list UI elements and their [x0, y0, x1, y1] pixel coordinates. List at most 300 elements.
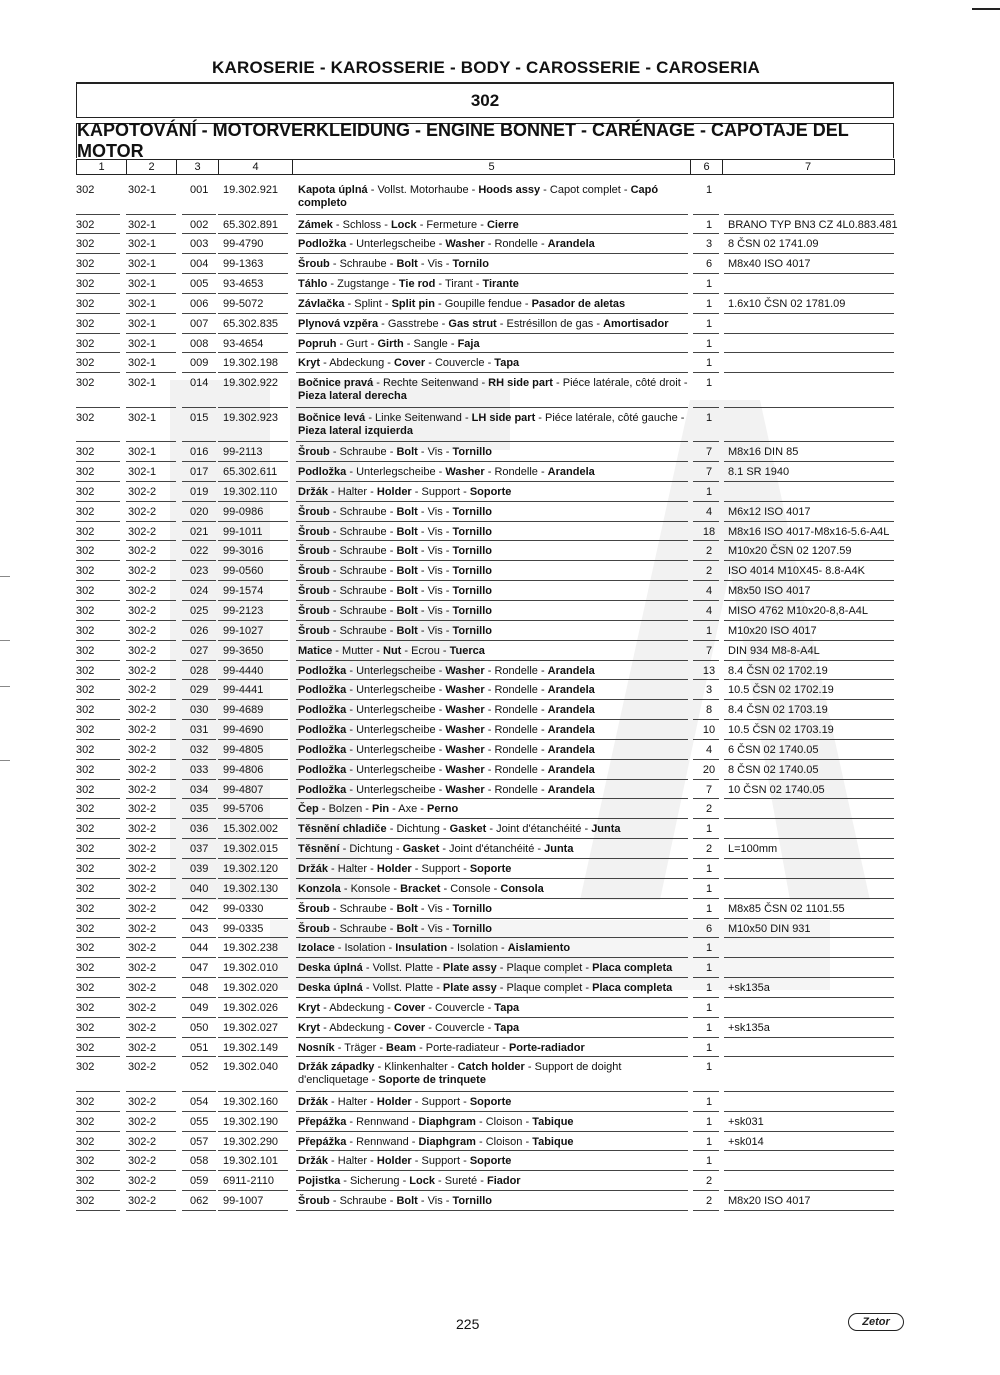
description-de: Schraube — [339, 624, 387, 637]
column-header: 7 — [804, 161, 812, 173]
table-row — [76, 180, 896, 215]
cell-position: 019 — [190, 485, 209, 498]
cell-subgroup: 302-2 — [128, 763, 157, 776]
cell-quantity: 1 — [705, 485, 713, 498]
description-es: Tornillo — [452, 624, 492, 637]
cell-description: Podložka - Unterlegscheibe - Washer - Rondelle - Arandela — [298, 684, 595, 697]
description-en: Washer — [445, 724, 485, 737]
cell-description: Pojistka - Sicherung - Lock - Sureté - Fiador — [298, 1175, 521, 1188]
description-cz: Podložka — [298, 664, 347, 677]
description-fr: Vis — [427, 902, 443, 915]
cell-group: 302 — [76, 545, 95, 558]
description-cz: Matice — [298, 644, 333, 657]
cell-group: 302 — [76, 644, 95, 657]
cell-subgroup: 302-1 — [128, 446, 157, 459]
cell-quantity: 13 — [702, 664, 716, 677]
description-de: Vollst. Platte — [372, 982, 434, 995]
cell-description: Šroub - Schraube - Bolt - Vis - Tornillo — [298, 624, 492, 637]
description-de: Schraube — [339, 902, 387, 915]
description-es: Junta — [544, 843, 574, 856]
table-row — [76, 661, 896, 681]
description-fr: Couvercle — [434, 357, 485, 370]
cell-description: Šroub - Schraube - Bolt - Vis - Tornillo — [298, 525, 492, 538]
cell-position: 014 — [190, 377, 209, 390]
description-cz: Podložka — [298, 763, 347, 776]
description-en: Plate assy — [442, 962, 497, 975]
cell-group: 302 — [76, 862, 95, 875]
page-number: 225 — [456, 1316, 480, 1332]
description-es: Arandela — [547, 664, 595, 677]
cell-group: 302 — [76, 902, 95, 915]
description-cz: Šroub — [298, 446, 330, 459]
description-de: Halter — [337, 1095, 368, 1108]
cell-group: 302 — [76, 411, 95, 424]
description-de: Sicherung — [349, 1175, 400, 1188]
description-fr: Vis — [427, 624, 443, 637]
cell-group: 302 — [76, 743, 95, 756]
table-row — [76, 720, 896, 740]
description-es: Tornillo — [452, 446, 492, 459]
cell-subgroup: 302-2 — [128, 862, 157, 875]
cell-quantity: 7 — [705, 446, 713, 459]
description-cz: Držák — [298, 485, 328, 498]
description-fr: Support — [421, 862, 461, 875]
cell-subgroup: 302-2 — [128, 605, 157, 617]
table-row — [76, 274, 896, 294]
description-es: Tornillo — [452, 545, 492, 558]
cell-subgroup: 302-1 — [128, 466, 157, 479]
cell-position: 017 — [190, 466, 209, 479]
description-de: Schraube — [339, 505, 387, 518]
table-row — [76, 1057, 896, 1092]
cell-part-number: 99-1363 — [223, 258, 264, 271]
description-es: Pieza lateral derecha — [298, 390, 407, 403]
cell-part-number: 19.302.160 — [223, 1095, 279, 1108]
cell-description: Plynová vzpěra - Gasstrebe - Gas strut - Estrésillon de gas - Amortisador — [298, 317, 669, 330]
table-row — [76, 819, 896, 839]
description-es: Cierre — [486, 218, 519, 231]
description-de: Rennwand — [356, 1135, 409, 1148]
description-de: Unterlegscheibe — [356, 684, 436, 697]
section-title: KAPOTOVÁNÍ - MOTORVERKLEIDUNG - ENGINE BONNET - CARÉNAGE - CAPOTAJE DEL MOTOR — [77, 120, 849, 161]
cell-subgroup: 302-2 — [128, 823, 157, 836]
cell-group: 302 — [76, 485, 95, 498]
description-fr: Porte-radiateur — [425, 1041, 500, 1054]
cell-part-number: 19.302.015 — [223, 843, 279, 856]
cell-description: Bočnice levá - Linke Seitenwand - LH side part - Piéce latérale, côté gauche - Pieza lateral izquierda — [298, 411, 685, 437]
cell-quantity: 2 — [705, 1195, 713, 1208]
column-header: 1 — [77, 160, 127, 174]
cell-position: 051 — [190, 1041, 209, 1054]
description-en: Bolt — [396, 922, 418, 935]
description-en: Cover — [394, 1001, 426, 1014]
description-cz: Těsnění chladiče — [298, 823, 387, 836]
row-rule — [296, 1210, 688, 1211]
margin-tick — [0, 640, 10, 641]
cell-note: +sk135a — [728, 982, 770, 995]
description-de: Bolzen — [328, 803, 363, 816]
cell-part-number: 99-4805 — [223, 743, 264, 756]
description-cz: Pojistka — [298, 1175, 341, 1188]
cell-part-number: 19.302.110 — [223, 485, 278, 498]
cell-part-number: 19.302.010 — [223, 962, 279, 975]
cell-part-number: 19.302.149 — [223, 1041, 279, 1054]
description-en: Washer — [445, 684, 485, 697]
cell-position: 040 — [190, 882, 209, 895]
description-en: Washer — [445, 238, 485, 251]
cell-quantity: 1 — [705, 218, 713, 231]
cell-description: Šroub - Schraube - Bolt - Vis - Tornillo — [298, 565, 492, 578]
cell-group: 302 — [76, 317, 95, 330]
row-rule — [182, 1210, 216, 1211]
cell-position: 005 — [190, 278, 209, 291]
cell-position: 035 — [190, 803, 209, 816]
cell-description: Konzola - Konsole - Bracket - Console - Consola — [298, 882, 544, 895]
cell-note: MISO 4762 M10x20-8,8-A4L — [728, 605, 869, 617]
cell-part-number: 65.302.835 — [223, 317, 279, 330]
cell-quantity: 1 — [705, 1021, 713, 1034]
cell-position: 016 — [190, 446, 209, 459]
description-de: Halter — [337, 862, 368, 875]
table-row — [76, 1092, 896, 1112]
cell-part-number: 19.302.290 — [223, 1135, 279, 1148]
description-en: Bolt — [396, 258, 418, 271]
cell-group: 302 — [76, 565, 95, 578]
table-row — [76, 780, 896, 800]
cell-quantity: 1 — [705, 1095, 713, 1108]
cell-subgroup: 302-2 — [128, 982, 157, 995]
cell-subgroup: 302-1 — [128, 184, 157, 196]
cell-subgroup: 302-2 — [128, 644, 157, 657]
cell-position: 058 — [190, 1155, 209, 1168]
cell-position: 059 — [190, 1175, 209, 1188]
description-de: Mutter — [342, 644, 374, 657]
description-de: Unterlegscheibe — [356, 704, 436, 717]
description-fr: Ecrou — [411, 644, 440, 657]
description-es: Tornillo — [452, 565, 492, 578]
cell-position: 043 — [190, 922, 209, 935]
cell-note: 8 ČSN 02 1740.05 — [728, 763, 819, 776]
cell-quantity: 1 — [705, 624, 713, 637]
cell-position: 048 — [190, 982, 209, 995]
cell-part-number: 99-4790 — [223, 238, 264, 251]
cell-part-number: 99-0986 — [223, 505, 264, 518]
cell-quantity: 1 — [705, 882, 713, 895]
description-cz: Podložka — [298, 704, 347, 717]
cell-quantity: 1 — [705, 962, 713, 975]
cell-position: 033 — [190, 763, 209, 776]
description-fr: Isolation — [456, 942, 498, 955]
cell-position: 025 — [190, 605, 209, 617]
cell-quantity: 2 — [705, 803, 713, 816]
cell-note: M8x20 ISO 4017 — [728, 1195, 811, 1208]
cell-group: 302 — [76, 1175, 95, 1188]
cell-quantity: 2 — [705, 1175, 713, 1188]
cell-note: M8x16 ISO 4017-M8x16-5.6-A4L — [728, 525, 890, 538]
cell-description: Matice - Mutter - Nut - Ecrou - Tuerca — [298, 644, 485, 657]
cell-description: Táhlo - Zugstange - Tie rod - Tirant - Tirante — [298, 278, 519, 291]
description-fr: Cloison — [485, 1135, 523, 1148]
table-row — [76, 314, 896, 334]
cell-subgroup: 302-2 — [128, 724, 157, 737]
description-es: Porte-radiador — [508, 1041, 585, 1054]
cell-description: Držák - Halter - Holder - Support - Soporte — [298, 485, 512, 498]
description-es: Perno — [427, 803, 459, 816]
table-row — [76, 502, 896, 522]
cell-quantity: 6 — [705, 258, 713, 271]
table-row — [76, 1171, 896, 1191]
cell-quantity: 1 — [705, 902, 713, 915]
cell-description: Zámek - Schloss - Lock - Fermeture - Cierre — [298, 218, 519, 231]
description-es: Pasador de aletas — [531, 297, 626, 310]
cell-description: Podložka - Unterlegscheibe - Washer - Rondelle - Arandela — [298, 763, 595, 776]
description-es: Faja — [457, 337, 480, 350]
cell-subgroup: 302-2 — [128, 624, 157, 637]
cell-part-number: 19.302.020 — [223, 982, 279, 995]
description-fr: Support — [421, 485, 461, 498]
cell-quantity: 8 — [705, 704, 713, 717]
cell-note: ISO 4014 M10X45- 8.8-A4K — [728, 565, 865, 578]
cell-description: Kryt - Abdeckung - Cover - Couvercle - Tapa — [298, 1021, 520, 1034]
cell-description: Držák - Halter - Holder - Support - Soporte — [298, 1155, 512, 1168]
description-cz: Podložka — [298, 238, 347, 251]
cell-quantity: 1 — [705, 1001, 713, 1014]
cell-position: 003 — [190, 238, 209, 251]
description-en: Gas strut — [448, 317, 497, 330]
cell-position: 030 — [190, 704, 209, 717]
cell-position: 027 — [190, 644, 209, 657]
description-de: Klinkenhalter — [384, 1061, 448, 1074]
description-es: Consola — [500, 882, 544, 895]
table-row — [76, 1038, 896, 1058]
description-en: Nut — [383, 644, 402, 657]
description-cz: Táhlo — [298, 278, 328, 291]
table-row — [76, 978, 896, 998]
cell-quantity: 10 — [702, 724, 716, 737]
cell-group: 302 — [76, 1001, 95, 1014]
cell-group: 302 — [76, 962, 95, 975]
cell-quantity: 2 — [705, 545, 713, 558]
parts-table — [76, 180, 896, 1211]
cell-group: 302 — [76, 1021, 95, 1034]
description-cz: Šroub — [298, 1195, 330, 1208]
cell-description: Šroub - Schraube - Bolt - Vis - Tornillo — [298, 585, 492, 598]
cell-group: 302 — [76, 585, 95, 598]
cell-quantity: 1 — [705, 1155, 713, 1168]
cell-subgroup: 302-2 — [128, 684, 157, 697]
cell-note: +sk014 — [728, 1135, 764, 1148]
cell-position: 029 — [190, 684, 209, 697]
cell-description: Popruh - Gurt - Girth - Sangle - Faja — [298, 337, 480, 350]
description-es: Tornillo — [452, 585, 492, 598]
cell-position: 047 — [190, 962, 209, 975]
description-en: Girth — [377, 337, 404, 350]
description-en: Washer — [445, 763, 485, 776]
description-fr: Support — [421, 1095, 461, 1108]
description-cz: Závlačka — [298, 297, 345, 310]
description-es: Placa completa — [592, 982, 673, 995]
cell-part-number: 99-4441 — [223, 684, 264, 697]
table-row — [76, 680, 896, 700]
cell-part-number: 99-4806 — [223, 763, 264, 776]
description-es: Tuerca — [449, 644, 485, 657]
description-en: Holder — [376, 1095, 412, 1108]
cell-part-number: 99-4689 — [223, 704, 264, 717]
table-row — [76, 998, 896, 1018]
table-row — [76, 1018, 896, 1038]
cell-subgroup: 302-2 — [128, 1195, 157, 1208]
cell-part-number: 99-4440 — [223, 664, 264, 677]
cell-quantity: 1 — [705, 297, 713, 310]
cell-quantity: 1 — [705, 278, 713, 291]
zetor-logo: Zetor — [848, 1313, 904, 1331]
cell-position: 032 — [190, 743, 209, 756]
section-title-box — [76, 120, 894, 161]
cell-subgroup: 302-2 — [128, 962, 157, 975]
description-fr: Rondelle — [494, 238, 538, 251]
description-es: Tornillo — [452, 1195, 492, 1208]
description-es: Tirante — [482, 278, 519, 291]
description-en: Bolt — [396, 565, 418, 578]
description-fr: Vis — [427, 585, 443, 598]
description-de: Linke Seitenwand — [375, 411, 462, 424]
cell-description: Nosník - Träger - Beam - Porte-radiateur - Porte-radiador — [298, 1041, 585, 1054]
description-fr: Sangle — [413, 337, 448, 350]
description-en: Bolt — [396, 605, 418, 617]
cell-subgroup: 302-2 — [128, 1175, 157, 1188]
cell-subgroup: 302-2 — [128, 1155, 157, 1168]
cell-description: Šroub - Schraube - Bolt - Vis - Tornillo — [298, 1195, 492, 1208]
cell-part-number: 99-0330 — [223, 902, 264, 915]
cell-description: Držák - Halter - Holder - Support - Soporte — [298, 1095, 512, 1108]
description-fr: Rondelle — [494, 783, 538, 796]
cell-part-number: 93-4654 — [223, 337, 264, 350]
cell-description: Podložka - Unterlegscheibe - Washer - Rondelle - Arandela — [298, 743, 595, 756]
cell-group: 302 — [76, 525, 95, 538]
cell-group: 302 — [76, 982, 95, 995]
description-de: Schraube — [339, 525, 387, 538]
description-en: Holder — [376, 1155, 412, 1168]
table-row — [76, 760, 896, 780]
cell-group: 302 — [76, 942, 95, 955]
cell-description: Šroub - Schraube - Bolt - Vis - Tornillo — [298, 545, 492, 558]
description-cz: Bočnice pravá — [298, 377, 374, 390]
cell-quantity: 18 — [702, 525, 716, 538]
cell-subgroup: 302-2 — [128, 565, 157, 578]
cell-part-number: 99-4690 — [223, 724, 264, 737]
cell-description: Čep - Bolzen - Pin - Axe - Perno — [298, 803, 459, 816]
table-row — [76, 919, 896, 939]
cell-note: +sk031 — [728, 1115, 764, 1128]
cell-note: M8x40 ISO 4017 — [728, 258, 811, 271]
table-row — [76, 1191, 896, 1211]
description-de: Unterlegscheibe — [356, 724, 436, 737]
cell-group: 302 — [76, 823, 95, 836]
cell-group: 302 — [76, 1061, 95, 1074]
description-fr: Vis — [427, 525, 443, 538]
cell-note: M10x20 ISO 4017 — [728, 624, 817, 637]
cell-group: 302 — [76, 922, 95, 935]
description-es: Tabique — [532, 1135, 574, 1148]
cell-group: 302 — [76, 1041, 95, 1054]
description-cz: Podložka — [298, 466, 347, 479]
cell-quantity: 1 — [705, 411, 713, 424]
cell-part-number: 19.302.921 — [223, 184, 279, 196]
cell-note: 10.5 ČSN 02 1702.19 — [728, 684, 834, 697]
cell-description: Těsnění - Dichtung - Gasket - Joint d'étanchéité - Junta — [298, 843, 574, 856]
description-es: Tabique — [532, 1115, 574, 1128]
description-es: Arandela — [547, 763, 595, 776]
description-es: Soporte — [469, 1095, 512, 1108]
description-fr: Capot complet — [549, 184, 621, 196]
description-es: Junta — [591, 823, 621, 836]
table-row — [76, 541, 896, 561]
description-de: Zugstange — [337, 278, 390, 291]
table-row — [76, 839, 896, 859]
row-rule — [693, 1210, 719, 1211]
description-cz: Izolace — [298, 942, 335, 955]
description-en: LH side part — [471, 411, 536, 424]
cell-subgroup: 302-2 — [128, 843, 157, 856]
description-fr: Rondelle — [494, 724, 538, 737]
cell-description: Bočnice pravá - Rechte Seitenwand - RH side part - Piéce latérale, côté droit - Pieza lateral derecha — [298, 377, 688, 403]
table-row — [76, 1112, 896, 1132]
cell-part-number: 15.302.002 — [223, 823, 279, 836]
cell-description: Podložka - Unterlegscheibe - Washer - Rondelle - Arandela — [298, 664, 595, 677]
cell-subgroup: 302-1 — [128, 377, 157, 390]
column-header-row — [76, 159, 895, 175]
cell-group: 302 — [76, 278, 95, 291]
description-es: Tornillo — [452, 525, 492, 538]
cell-part-number: 99-1574 — [223, 585, 264, 598]
table-row — [76, 601, 896, 621]
cell-part-number: 99-4807 — [223, 783, 264, 796]
cell-subgroup: 302-2 — [128, 902, 157, 915]
corner-mark — [972, 8, 1000, 10]
table-row — [76, 1151, 896, 1171]
description-de: Abdeckung — [329, 1021, 385, 1034]
margin-tick — [0, 576, 10, 577]
cell-part-number: 99-1011 — [223, 525, 263, 538]
description-en: Bolt — [396, 446, 418, 459]
cell-subgroup: 302-2 — [128, 585, 157, 598]
cell-group: 302 — [76, 1115, 95, 1128]
cell-position: 007 — [190, 317, 209, 330]
cell-description: Kapota úplná - Vollst. Motorhaube - Hoods assy - Capot complet - Capó completo — [298, 184, 659, 209]
cell-quantity: 1 — [705, 942, 713, 955]
cell-subgroup: 302-2 — [128, 882, 157, 895]
cell-quantity: 2 — [705, 843, 713, 856]
cell-quantity: 1 — [705, 862, 713, 875]
description-es: Tornillo — [452, 902, 492, 915]
description-en: Split pin — [391, 297, 435, 310]
description-de: Unterlegscheibe — [356, 743, 436, 756]
table-row — [76, 899, 896, 919]
column-header: 2 — [127, 160, 177, 174]
description-de: Rechte Seitenwand — [382, 377, 479, 390]
cell-subgroup: 302-2 — [128, 545, 157, 558]
description-de: Schraube — [339, 446, 387, 459]
description-fr: Piéce latérale, côté droit — [562, 377, 681, 390]
cell-position: 028 — [190, 664, 209, 677]
description-fr: Rondelle — [494, 684, 538, 697]
description-fr: Joint d'étanchéité — [449, 843, 535, 856]
column-header: 6 — [691, 160, 723, 174]
cell-position: 026 — [190, 624, 209, 637]
description-de: Vollst. Motorhaube — [377, 184, 469, 196]
cell-note: M6x12 ISO 4017 — [728, 505, 811, 518]
cell-position: 037 — [190, 843, 209, 856]
